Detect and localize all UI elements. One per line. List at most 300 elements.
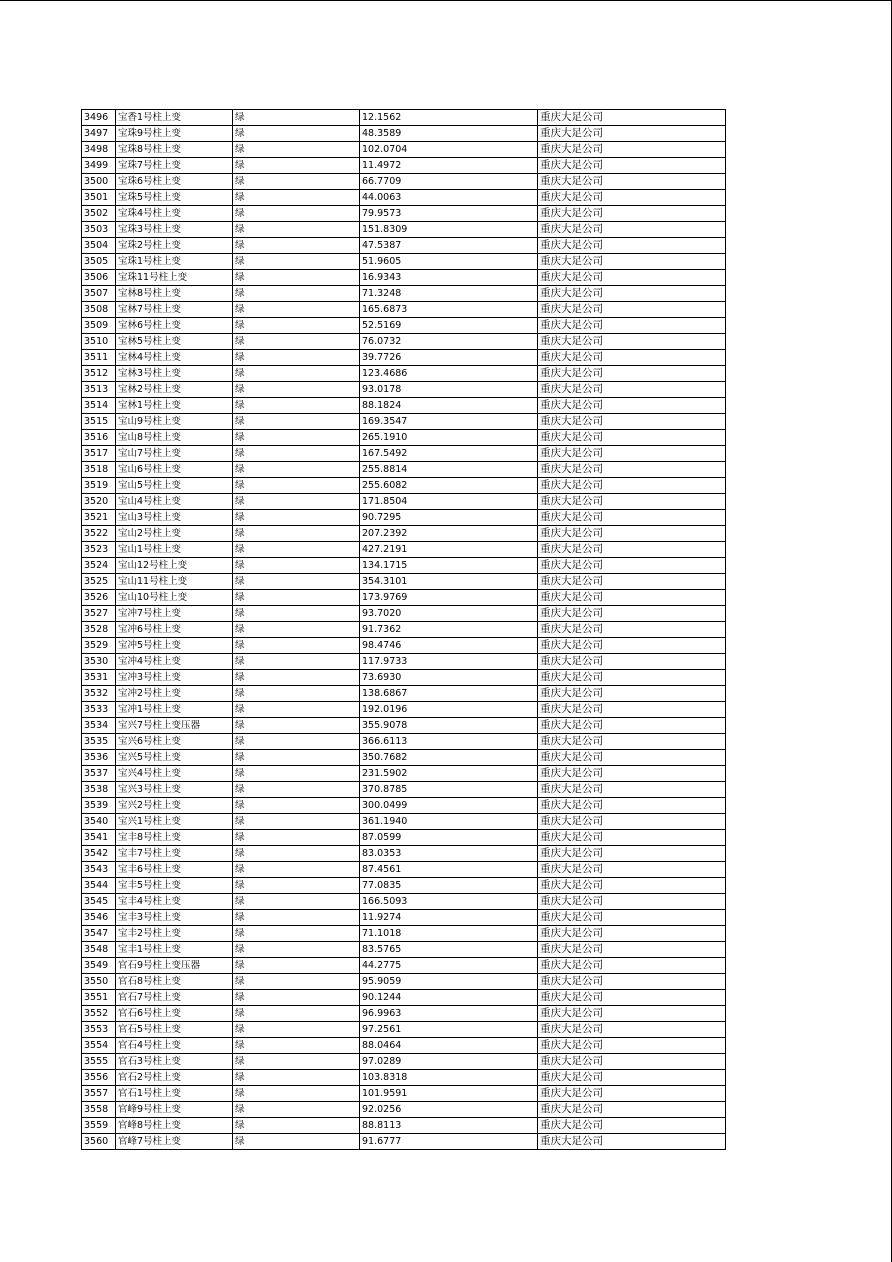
table-row — [82, 110, 726, 126]
value-cell: 12.1562 — [360, 110, 538, 126]
row-number-cell: 3521 — [82, 510, 116, 526]
row-number-cell: 3541 — [82, 830, 116, 846]
value-cell: 370.8785 — [360, 782, 538, 798]
transformer-name-cell: 宝林2号柱上变 — [116, 382, 233, 398]
transformer-name-cell: 宝兴4号柱上变 — [116, 766, 233, 782]
status-color-cell: 绿 — [233, 1038, 360, 1054]
company-cell: 重庆大足公司 — [538, 334, 726, 350]
row-number-cell: 3522 — [82, 526, 116, 542]
transformer-name-cell: 宝丰7号柱上变 — [116, 846, 233, 862]
table-row — [82, 926, 726, 942]
table-row — [82, 846, 726, 862]
table-row — [82, 622, 726, 638]
transformer-name-cell: 宝珠3号柱上变 — [116, 222, 233, 238]
row-number-cell: 3559 — [82, 1118, 116, 1134]
transformer-name-cell: 宝兴3号柱上变 — [116, 782, 233, 798]
transformer-name-cell: 官石1号柱上变 — [116, 1086, 233, 1102]
status-color-cell: 绿 — [233, 974, 360, 990]
transformer-name-cell: 宝山5号柱上变 — [116, 478, 233, 494]
value-cell: 16.9343 — [360, 270, 538, 286]
company-cell: 重庆大足公司 — [538, 430, 726, 446]
company-cell: 重庆大足公司 — [538, 910, 726, 926]
row-number-cell: 3535 — [82, 734, 116, 750]
transformer-name-cell: 宝冲6号柱上变 — [116, 622, 233, 638]
row-number-cell: 3510 — [82, 334, 116, 350]
table-row — [82, 334, 726, 350]
table-row — [82, 702, 726, 718]
row-number-cell: 3514 — [82, 398, 116, 414]
table-row — [82, 318, 726, 334]
row-number-cell: 3507 — [82, 286, 116, 302]
row-number-cell: 3500 — [82, 174, 116, 190]
company-cell: 重庆大足公司 — [538, 782, 726, 798]
transformer-name-cell: 宝兴2号柱上变 — [116, 798, 233, 814]
company-cell: 重庆大足公司 — [538, 1086, 726, 1102]
value-cell: 151.8309 — [360, 222, 538, 238]
status-color-cell: 绿 — [233, 590, 360, 606]
transformer-name-cell: 宝林4号柱上变 — [116, 350, 233, 366]
row-number-cell: 3505 — [82, 254, 116, 270]
table-row — [82, 590, 726, 606]
table-row — [82, 718, 726, 734]
value-cell: 44.0063 — [360, 190, 538, 206]
transformer-name-cell: 宝珠8号柱上变 — [116, 142, 233, 158]
company-cell: 重庆大足公司 — [538, 494, 726, 510]
table-row — [82, 798, 726, 814]
status-color-cell: 绿 — [233, 366, 360, 382]
company-cell: 重庆大足公司 — [538, 670, 726, 686]
status-color-cell: 绿 — [233, 814, 360, 830]
company-cell: 重庆大足公司 — [538, 702, 726, 718]
table-row — [82, 142, 726, 158]
value-cell: 76.0732 — [360, 334, 538, 350]
transformer-name-cell: 宝冲5号柱上变 — [116, 638, 233, 654]
row-number-cell: 3508 — [82, 302, 116, 318]
company-cell: 重庆大足公司 — [538, 1118, 726, 1134]
value-cell: 138.6867 — [360, 686, 538, 702]
transformer-name-cell: 宝林3号柱上变 — [116, 366, 233, 382]
transformer-name-cell: 宝冲3号柱上变 — [116, 670, 233, 686]
transformer-name-cell: 宝珠7号柱上变 — [116, 158, 233, 174]
row-number-cell: 3558 — [82, 1102, 116, 1118]
row-number-cell: 3560 — [82, 1134, 116, 1150]
transformer-name-cell: 宝珠2号柱上变 — [116, 238, 233, 254]
company-cell: 重庆大足公司 — [538, 1070, 726, 1086]
transformer-name-cell: 宝林7号柱上变 — [116, 302, 233, 318]
company-cell: 重庆大足公司 — [538, 590, 726, 606]
value-cell: 255.8814 — [360, 462, 538, 478]
value-cell: 79.9573 — [360, 206, 538, 222]
company-cell: 重庆大足公司 — [538, 254, 726, 270]
value-cell: 117.9733 — [360, 654, 538, 670]
value-cell: 355.9078 — [360, 718, 538, 734]
transformer-name-cell: 宝冲1号柱上变 — [116, 702, 233, 718]
status-color-cell: 绿 — [233, 558, 360, 574]
row-number-cell: 3529 — [82, 638, 116, 654]
company-cell: 重庆大足公司 — [538, 878, 726, 894]
transformer-name-cell: 官石6号柱上变 — [116, 1006, 233, 1022]
row-number-cell: 3550 — [82, 974, 116, 990]
row-number-cell: 3537 — [82, 766, 116, 782]
transformer-name-cell: 官石4号柱上变 — [116, 1038, 233, 1054]
table-row — [82, 1086, 726, 1102]
transformer-name-cell: 官石8号柱上变 — [116, 974, 233, 990]
table-row — [82, 1038, 726, 1054]
table-row — [82, 878, 726, 894]
status-color-cell: 绿 — [233, 414, 360, 430]
value-cell: 231.5902 — [360, 766, 538, 782]
company-cell: 重庆大足公司 — [538, 238, 726, 254]
row-number-cell: 3512 — [82, 366, 116, 382]
status-color-cell: 绿 — [233, 302, 360, 318]
company-cell: 重庆大足公司 — [538, 302, 726, 318]
table-row — [82, 526, 726, 542]
table-row — [82, 830, 726, 846]
transformer-name-cell: 官峰8号柱上变 — [116, 1118, 233, 1134]
status-color-cell: 绿 — [233, 830, 360, 846]
value-cell: 88.0464 — [360, 1038, 538, 1054]
row-number-cell: 3551 — [82, 990, 116, 1006]
transformer-name-cell: 官石2号柱上变 — [116, 1070, 233, 1086]
status-color-cell: 绿 — [233, 446, 360, 462]
row-number-cell: 3536 — [82, 750, 116, 766]
table-row — [82, 494, 726, 510]
status-color-cell: 绿 — [233, 862, 360, 878]
transformer-name-cell: 宝丰4号柱上变 — [116, 894, 233, 910]
table-row — [82, 990, 726, 1006]
status-color-cell: 绿 — [233, 1118, 360, 1134]
transformer-name-cell: 宝山8号柱上变 — [116, 430, 233, 446]
status-color-cell: 绿 — [233, 718, 360, 734]
table-row — [82, 894, 726, 910]
table-row — [82, 398, 726, 414]
transformer-name-cell: 宝山11号柱上变 — [116, 574, 233, 590]
table-row — [82, 1070, 726, 1086]
transformer-name-cell: 宝珠4号柱上变 — [116, 206, 233, 222]
row-number-cell: 3540 — [82, 814, 116, 830]
table-row — [82, 942, 726, 958]
table-row — [82, 862, 726, 878]
status-color-cell: 绿 — [233, 478, 360, 494]
row-number-cell: 3539 — [82, 798, 116, 814]
row-number-cell: 3530 — [82, 654, 116, 670]
transformer-name-cell: 宝山1号柱上变 — [116, 542, 233, 558]
transformer-name-cell: 宝丰2号柱上变 — [116, 926, 233, 942]
value-cell: 83.5765 — [360, 942, 538, 958]
company-cell: 重庆大足公司 — [538, 110, 726, 126]
status-color-cell: 绿 — [233, 1070, 360, 1086]
table-row — [82, 286, 726, 302]
company-cell: 重庆大足公司 — [538, 478, 726, 494]
transformer-name-cell: 官石9号柱上变压器 — [116, 958, 233, 974]
value-cell: 255.6082 — [360, 478, 538, 494]
transformer-name-cell: 宝丰1号柱上变 — [116, 942, 233, 958]
row-number-cell: 3499 — [82, 158, 116, 174]
table-row — [82, 1054, 726, 1070]
table-row — [82, 686, 726, 702]
status-color-cell: 绿 — [233, 174, 360, 190]
transformer-name-cell: 宝山6号柱上变 — [116, 462, 233, 478]
status-color-cell: 绿 — [233, 702, 360, 718]
transformer-name-cell: 宝林5号柱上变 — [116, 334, 233, 350]
table-row — [82, 1118, 726, 1134]
value-cell: 361.1940 — [360, 814, 538, 830]
transformer-name-cell: 官石3号柱上变 — [116, 1054, 233, 1070]
company-cell: 重庆大足公司 — [538, 350, 726, 366]
row-number-cell: 3515 — [82, 414, 116, 430]
value-cell: 90.1244 — [360, 990, 538, 1006]
value-cell: 39.7726 — [360, 350, 538, 366]
value-cell: 88.1824 — [360, 398, 538, 414]
value-cell: 11.4972 — [360, 158, 538, 174]
status-color-cell: 绿 — [233, 510, 360, 526]
transformer-name-cell: 官石5号柱上变 — [116, 1022, 233, 1038]
table-row — [82, 958, 726, 974]
company-cell: 重庆大足公司 — [538, 126, 726, 142]
value-cell: 354.3101 — [360, 574, 538, 590]
transformer-name-cell: 宝兴1号柱上变 — [116, 814, 233, 830]
transformer-name-cell: 宝珠9号柱上变 — [116, 126, 233, 142]
table-row — [82, 158, 726, 174]
table-row — [82, 974, 726, 990]
table-row — [82, 734, 726, 750]
company-cell: 重庆大足公司 — [538, 990, 726, 1006]
value-cell: 47.5387 — [360, 238, 538, 254]
row-number-cell: 3523 — [82, 542, 116, 558]
transformer-name-cell: 宝冲7号柱上变 — [116, 606, 233, 622]
transformer-name-cell: 宝珠1号柱上变 — [116, 254, 233, 270]
table-row — [82, 222, 726, 238]
company-cell: 重庆大足公司 — [538, 222, 726, 238]
status-color-cell: 绿 — [233, 494, 360, 510]
status-color-cell: 绿 — [233, 318, 360, 334]
status-color-cell: 绿 — [233, 398, 360, 414]
row-number-cell: 3497 — [82, 126, 116, 142]
company-cell: 重庆大足公司 — [538, 398, 726, 414]
status-color-cell: 绿 — [233, 350, 360, 366]
value-cell: 90.7295 — [360, 510, 538, 526]
company-cell: 重庆大足公司 — [538, 814, 726, 830]
company-cell: 重庆大足公司 — [538, 1134, 726, 1150]
value-cell: 207.2392 — [360, 526, 538, 542]
table-row — [82, 302, 726, 318]
row-number-cell: 3509 — [82, 318, 116, 334]
value-cell: 366.6113 — [360, 734, 538, 750]
table-row — [82, 430, 726, 446]
company-cell: 重庆大足公司 — [538, 654, 726, 670]
company-cell: 重庆大足公司 — [538, 734, 726, 750]
company-cell: 重庆大足公司 — [538, 830, 726, 846]
value-cell: 92.0256 — [360, 1102, 538, 1118]
value-cell: 95.9059 — [360, 974, 538, 990]
company-cell: 重庆大足公司 — [538, 270, 726, 286]
company-cell: 重庆大足公司 — [538, 510, 726, 526]
table-row — [82, 814, 726, 830]
status-color-cell: 绿 — [233, 686, 360, 702]
row-number-cell: 3538 — [82, 782, 116, 798]
company-cell: 重庆大足公司 — [538, 318, 726, 334]
value-cell: 134.1715 — [360, 558, 538, 574]
company-cell: 重庆大足公司 — [538, 526, 726, 542]
table-row — [82, 350, 726, 366]
status-color-cell: 绿 — [233, 798, 360, 814]
row-number-cell: 3552 — [82, 1006, 116, 1022]
company-cell: 重庆大足公司 — [538, 158, 726, 174]
table-row — [82, 190, 726, 206]
value-cell: 103.8318 — [360, 1070, 538, 1086]
transformer-name-cell: 宝珠5号柱上变 — [116, 190, 233, 206]
row-number-cell: 3543 — [82, 862, 116, 878]
value-cell: 44.2775 — [360, 958, 538, 974]
row-number-cell: 3517 — [82, 446, 116, 462]
table-row — [82, 1006, 726, 1022]
status-color-cell: 绿 — [233, 542, 360, 558]
table-row — [82, 638, 726, 654]
company-cell: 重庆大足公司 — [538, 462, 726, 478]
row-number-cell: 3545 — [82, 894, 116, 910]
company-cell: 重庆大足公司 — [538, 1054, 726, 1070]
row-number-cell: 3534 — [82, 718, 116, 734]
row-number-cell: 3527 — [82, 606, 116, 622]
table-row — [82, 542, 726, 558]
transformer-name-cell: 宝冲4号柱上变 — [116, 654, 233, 670]
transformer-name-cell: 宝林1号柱上变 — [116, 398, 233, 414]
status-color-cell: 绿 — [233, 942, 360, 958]
company-cell: 重庆大足公司 — [538, 174, 726, 190]
row-number-cell: 3554 — [82, 1038, 116, 1054]
value-cell: 71.3248 — [360, 286, 538, 302]
transformer-name-cell: 宝冲2号柱上变 — [116, 686, 233, 702]
row-number-cell: 3549 — [82, 958, 116, 974]
status-color-cell: 绿 — [233, 382, 360, 398]
company-cell: 重庆大足公司 — [538, 606, 726, 622]
status-color-cell: 绿 — [233, 654, 360, 670]
table-body — [82, 110, 726, 1150]
row-number-cell: 3502 — [82, 206, 116, 222]
table-row — [82, 910, 726, 926]
transformer-name-cell: 宝山2号柱上变 — [116, 526, 233, 542]
company-cell: 重庆大足公司 — [538, 942, 726, 958]
status-color-cell: 绿 — [233, 1054, 360, 1070]
table-row — [82, 414, 726, 430]
table-row — [82, 1022, 726, 1038]
table-row — [82, 366, 726, 382]
table-row — [82, 206, 726, 222]
transformer-name-cell: 宝山7号柱上变 — [116, 446, 233, 462]
status-color-cell: 绿 — [233, 926, 360, 942]
row-number-cell: 3513 — [82, 382, 116, 398]
row-number-cell: 3531 — [82, 670, 116, 686]
transformer-name-cell: 宝山4号柱上变 — [116, 494, 233, 510]
table-row — [82, 654, 726, 670]
company-cell: 重庆大足公司 — [538, 958, 726, 974]
transformer-name-cell: 宝丰6号柱上变 — [116, 862, 233, 878]
row-number-cell: 3518 — [82, 462, 116, 478]
value-cell: 93.0178 — [360, 382, 538, 398]
transformer-name-cell: 宝山9号柱上变 — [116, 414, 233, 430]
row-number-cell: 3496 — [82, 110, 116, 126]
company-cell: 重庆大足公司 — [538, 1102, 726, 1118]
table-row — [82, 766, 726, 782]
transformer-name-cell: 宝香1号柱上变 — [116, 110, 233, 126]
status-color-cell: 绿 — [233, 1102, 360, 1118]
row-number-cell: 3520 — [82, 494, 116, 510]
value-cell: 300.0499 — [360, 798, 538, 814]
value-cell: 102.0704 — [360, 142, 538, 158]
value-cell: 87.0599 — [360, 830, 538, 846]
value-cell: 167.5492 — [360, 446, 538, 462]
status-color-cell: 绿 — [233, 142, 360, 158]
company-cell: 重庆大足公司 — [538, 750, 726, 766]
table-row — [82, 558, 726, 574]
transformer-name-cell: 官峰7号柱上变 — [116, 1134, 233, 1150]
row-number-cell: 3511 — [82, 350, 116, 366]
row-number-cell: 3528 — [82, 622, 116, 638]
value-cell: 77.0835 — [360, 878, 538, 894]
company-cell: 重庆大足公司 — [538, 558, 726, 574]
row-number-cell: 3547 — [82, 926, 116, 942]
value-cell: 91.7362 — [360, 622, 538, 638]
value-cell: 165.6873 — [360, 302, 538, 318]
transformer-name-cell: 宝兴5号柱上变 — [116, 750, 233, 766]
status-color-cell: 绿 — [233, 286, 360, 302]
transformer-name-cell: 宝兴7号柱上变压器 — [116, 718, 233, 734]
transformer-name-cell: 宝珠11号柱上变 — [116, 270, 233, 286]
status-color-cell: 绿 — [233, 574, 360, 590]
status-color-cell: 绿 — [233, 894, 360, 910]
table-row — [82, 382, 726, 398]
status-color-cell: 绿 — [233, 990, 360, 1006]
status-color-cell: 绿 — [233, 270, 360, 286]
row-number-cell: 3519 — [82, 478, 116, 494]
company-cell: 重庆大足公司 — [538, 718, 726, 734]
table-row — [82, 670, 726, 686]
status-color-cell: 绿 — [233, 670, 360, 686]
value-cell: 192.0196 — [360, 702, 538, 718]
company-cell: 重庆大足公司 — [538, 1038, 726, 1054]
row-number-cell: 3544 — [82, 878, 116, 894]
value-cell: 350.7682 — [360, 750, 538, 766]
company-cell: 重庆大足公司 — [538, 446, 726, 462]
status-color-cell: 绿 — [233, 606, 360, 622]
row-number-cell: 3526 — [82, 590, 116, 606]
status-color-cell: 绿 — [233, 158, 360, 174]
company-cell: 重庆大足公司 — [538, 366, 726, 382]
company-cell: 重庆大足公司 — [538, 574, 726, 590]
row-number-cell: 3516 — [82, 430, 116, 446]
value-cell: 87.4561 — [360, 862, 538, 878]
status-color-cell: 绿 — [233, 766, 360, 782]
value-cell: 96.9963 — [360, 1006, 538, 1022]
value-cell: 91.6777 — [360, 1134, 538, 1150]
company-cell: 重庆大足公司 — [538, 622, 726, 638]
status-color-cell: 绿 — [233, 846, 360, 862]
row-number-cell: 3555 — [82, 1054, 116, 1070]
status-color-cell: 绿 — [233, 958, 360, 974]
company-cell: 重庆大足公司 — [538, 862, 726, 878]
value-cell: 173.9769 — [360, 590, 538, 606]
company-cell: 重庆大足公司 — [538, 542, 726, 558]
status-color-cell: 绿 — [233, 1086, 360, 1102]
table-row — [82, 1134, 726, 1150]
status-color-cell: 绿 — [233, 190, 360, 206]
value-cell: 71.1018 — [360, 926, 538, 942]
status-color-cell: 绿 — [233, 638, 360, 654]
status-color-cell: 绿 — [233, 238, 360, 254]
status-color-cell: 绿 — [233, 462, 360, 478]
table-row — [82, 782, 726, 798]
table-row — [82, 270, 726, 286]
